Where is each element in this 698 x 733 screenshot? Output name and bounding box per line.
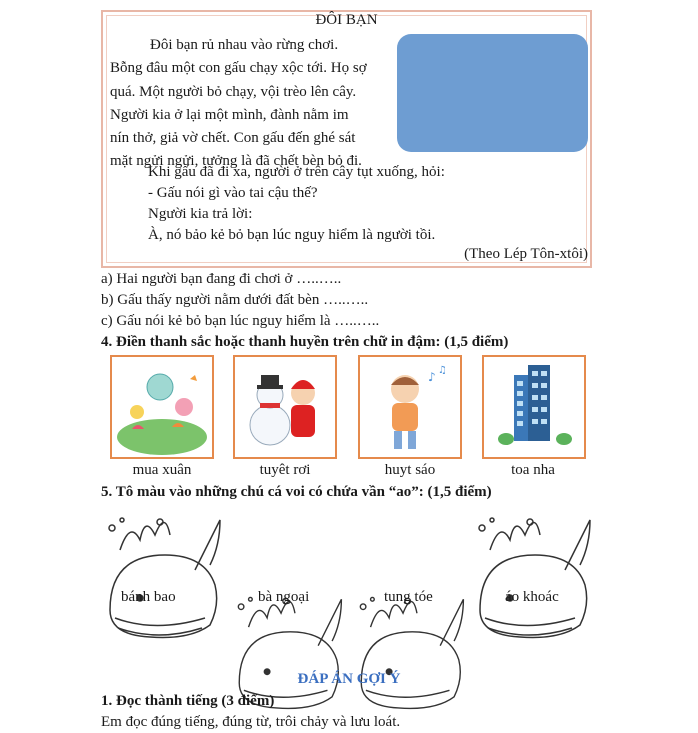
whistling-boy-icon — [358, 355, 462, 459]
story-line: Khi gấu đã đi xa, người ở trên cây tụt xuống, hỏi: — [148, 164, 445, 180]
story-title: ĐÔI BẠN — [315, 12, 378, 28]
whale-icon[interactable] — [100, 510, 225, 650]
question-a: a) Hai người bạn đang đi chơi ở …..….. — [101, 271, 342, 287]
story-line: mặt ngửi ngửi, tưởng là đã chết bèn bỏ đi. — [110, 153, 362, 170]
snowman-icon — [233, 355, 337, 459]
question-5-heading: 5. Tô màu vào những chú cá voi có chứa vần “ao”: (1,5 điểm) — [101, 484, 492, 500]
story-credit: (Theo Lép Tôn-xtôi) — [464, 246, 588, 262]
question-b: b) Gấu thấy người nằm dưới đất bèn …..….. — [101, 292, 369, 308]
story-paragraph — [110, 34, 390, 174]
answer-section-1-text: Em đọc đúng tiếng, đúng từ, trôi chảy và lưu loát. — [101, 714, 401, 730]
whale-label: bánh bao — [121, 589, 176, 605]
story-line: Người kia trả lời: — [148, 206, 253, 222]
whale-label: tung tóe — [384, 589, 433, 605]
answer-section-1: 1. Đọc thành tiếng (3 điểm) — [101, 693, 275, 709]
whale-label: áo khoác — [505, 589, 559, 605]
spring-scene-icon — [110, 355, 214, 459]
whale-icon[interactable] — [470, 510, 595, 650]
question-4-heading: 4. Điền thanh sắc hoặc thanh huyền trên chữ in đậm: (1,5 điểm) — [101, 334, 509, 350]
answer-heading: ĐÁP ÁN GỢI Ý — [297, 671, 401, 687]
story-line: Người kia ở lại một mình, đành nằm im — [110, 106, 349, 123]
story-line: nín thở, giả vờ chết. Con gấu đến ghé sát — [110, 130, 356, 147]
picture-caption: tuyêt rơi — [259, 462, 311, 478]
building-icon — [482, 355, 586, 459]
story-line: À, nó bảo kẻ bỏ bạn lúc nguy hiểm là người tồi. — [148, 227, 436, 243]
question-c: c) Gấu nói kẻ bỏ bạn lúc nguy hiểm là …..….. — [101, 313, 380, 329]
story-image-placeholder — [397, 34, 588, 152]
svg-text:♫: ♫ — [438, 365, 447, 376]
story-line: quá. Một người bỏ chạy, vội trèo lên cây. — [110, 83, 357, 100]
picture-caption: mua xuân — [132, 462, 192, 478]
svg-text:♪: ♪ — [428, 370, 436, 384]
whale-icon[interactable] — [350, 590, 470, 720]
picture-caption: huyt sáo — [384, 462, 436, 478]
story-line: Đôi bạn rủ nhau vào rừng chơi. — [150, 37, 339, 53]
picture-caption: toa nha — [511, 462, 555, 478]
story-line: - Gấu nói gì vào tai cậu thế? — [148, 185, 318, 201]
story-line: Bỗng đâu một con gấu chạy xộc tới. Họ sợ — [110, 60, 367, 77]
whale-label: bà ngoại — [258, 589, 310, 605]
